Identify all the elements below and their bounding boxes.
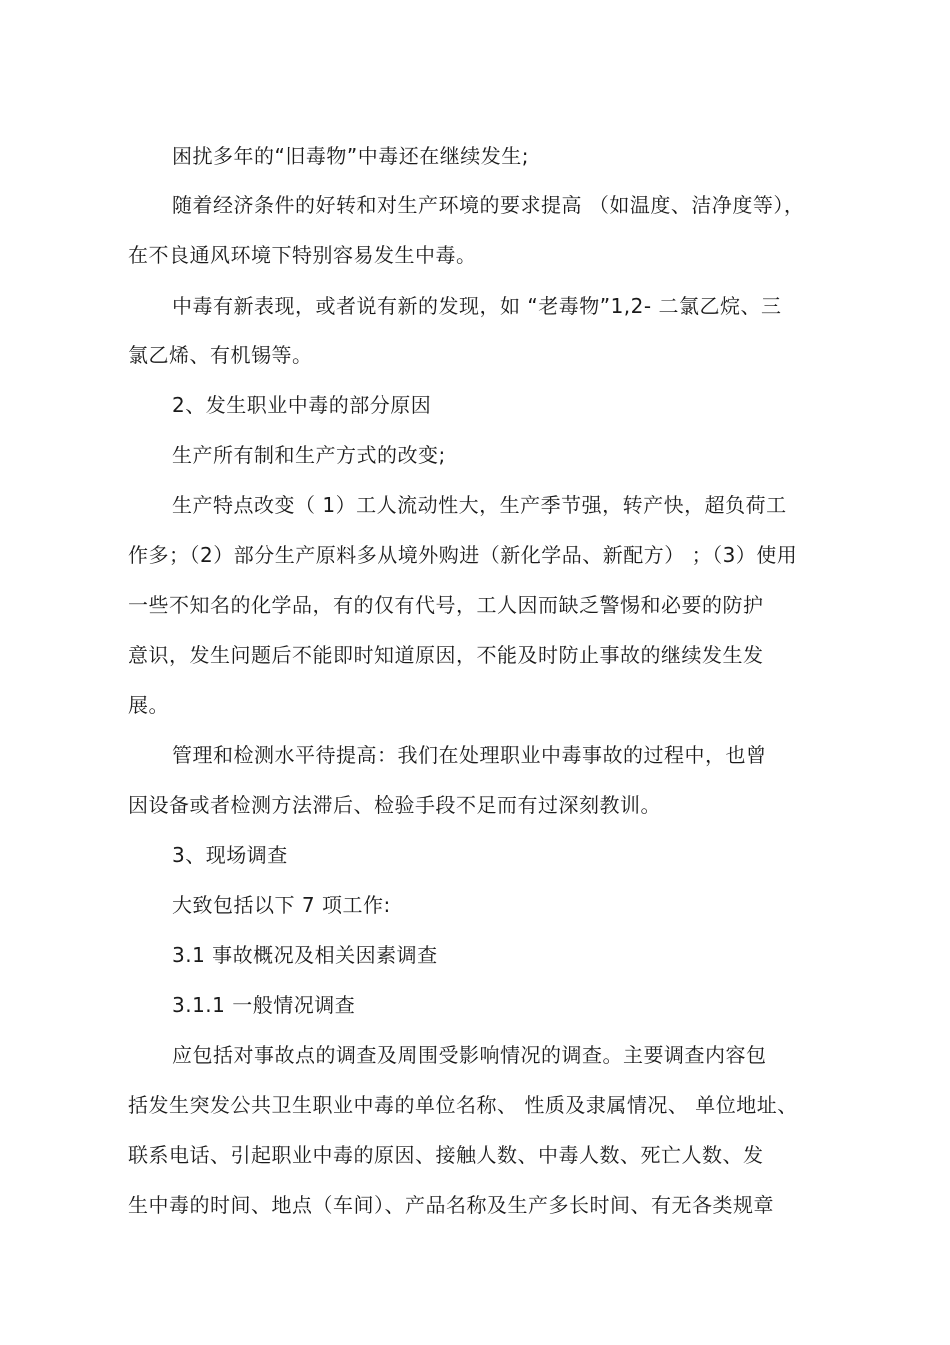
paragraph-line: 作多；（2）部分生产原料多从境外购进（新化学品、新配方） ；（3）使用 <box>128 543 798 567</box>
paragraph-line: 因设备或者检测方法滞后、检验手段不足而有过深刻教训。 <box>128 793 661 817</box>
section-heading: 2、发生职业中毒的部分原因 <box>172 393 432 417</box>
paragraph-line: 管理和检测水平待提高：我们在处理职业中毒事故的过程中，也曾 <box>172 743 767 767</box>
paragraph-line: 大致包括以下 7 项工作: <box>172 893 391 917</box>
paragraph-line: 意识，发生问题后不能即时知道原因，不能及时防止事故的继续发生发 <box>128 643 764 667</box>
subsection-heading: 3.1 事故概况及相关因素调查 <box>172 943 438 967</box>
paragraph-line: 中毒有新表现，或者说有新的发现，如 “老毒物”1,2- 二氯乙烷、三 <box>172 294 782 318</box>
paragraph-line: 应包括对事故点的调查及周围受影响情况的调查。主要调查内容包 <box>172 1043 767 1067</box>
paragraph-line: 生产所有制和生产方式的改变; <box>172 443 446 467</box>
paragraph-line: 在不良通风环境下特别容易发生中毒。 <box>128 243 477 267</box>
paragraph-line: 生中毒的时间、地点（车间）、产品名称及生产多长时间、有无各类规章 <box>128 1193 774 1217</box>
paragraph-line: 困扰多年的“旧毒物”中毒还在继续发生; <box>172 144 529 168</box>
paragraph-line: 随着经济条件的好转和对生产环境的要求提高 （如温度、洁净度等）， <box>172 193 805 217</box>
paragraph-line: 氯乙烯、有机锡等。 <box>128 343 313 367</box>
paragraph-line: 一些不知名的化学品，有的仅有代号，工人因而缺乏警惕和必要的防护 <box>128 593 764 617</box>
section-heading: 3、现场调查 <box>172 843 288 867</box>
paragraph-line: 展。 <box>128 693 169 717</box>
paragraph-line: 生产特点改变（ 1）工人流动性大，生产季节强，转产快，超负荷工 <box>172 493 787 517</box>
paragraph-line: 括发生突发公共卫生职业中毒的单位名称、 性质及隶属情况、 单位地址、 <box>128 1093 798 1117</box>
subsection-heading: 3.1.1 一般情况调查 <box>172 993 356 1017</box>
paragraph-line: 联系电话、引起职业中毒的原因、接触人数、中毒人数、死亡人数、发 <box>128 1143 764 1167</box>
